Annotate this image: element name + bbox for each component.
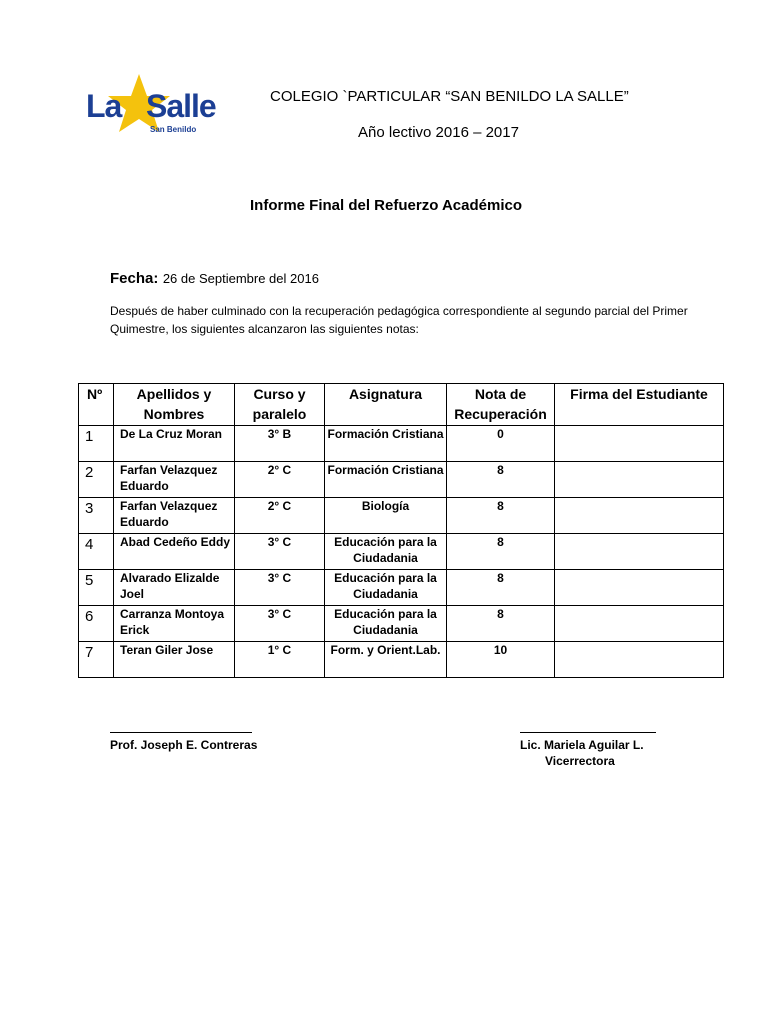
header-subject: Asignatura bbox=[325, 384, 447, 426]
cell-grade: 8 bbox=[447, 534, 555, 570]
report-title: Informe Final del Refuerzo Académico bbox=[250, 197, 522, 214]
cell-grade: 10 bbox=[447, 642, 555, 678]
cell-course: 2° C bbox=[235, 462, 325, 498]
cell-signature bbox=[555, 570, 724, 606]
school-name: COLEGIO `PARTICULAR “SAN BENILDO LA SALLE” bbox=[270, 88, 629, 105]
cell-signature bbox=[555, 462, 724, 498]
cell-student-name: Farfan Velazquez Eduardo bbox=[114, 498, 235, 534]
header-course: Curso y paralelo bbox=[235, 384, 325, 426]
table-row bbox=[79, 606, 724, 642]
date-label: Fecha: bbox=[110, 270, 159, 287]
table-row bbox=[79, 570, 724, 606]
cell-course: 2° C bbox=[235, 498, 325, 534]
cell-student-name: Alvarado Elizalde Joel bbox=[114, 570, 235, 606]
header-names: Apellidos y Nombres bbox=[114, 384, 235, 426]
vice-principal-role: Vicerrectora bbox=[545, 754, 615, 768]
report-date bbox=[110, 270, 319, 288]
cell-grade: 0 bbox=[447, 426, 555, 462]
signature-line bbox=[520, 732, 656, 733]
teacher-name: Prof. Joseph E. Contreras bbox=[110, 738, 258, 752]
cell-number: 3 bbox=[79, 498, 114, 534]
cell-subject: Form. y Orient.Lab. bbox=[325, 642, 447, 678]
table-row bbox=[79, 642, 724, 678]
cell-student-name: De La Cruz Moran bbox=[114, 426, 235, 462]
cell-subject: Formación Cristiana bbox=[325, 462, 447, 498]
logo-word-salle: Salle bbox=[146, 88, 216, 124]
cell-number: 2 bbox=[79, 462, 114, 498]
cell-student-name: Abad Cedeño Eddy bbox=[114, 534, 235, 570]
table-row bbox=[79, 498, 724, 534]
grades-table bbox=[78, 383, 724, 678]
cell-subject: Educación para la Ciudadania bbox=[325, 534, 447, 570]
cell-student-name: Farfan Velazquez Eduardo bbox=[114, 462, 235, 498]
cell-student-name: Teran Giler Jose bbox=[114, 642, 235, 678]
cell-signature bbox=[555, 498, 724, 534]
cell-subject: Biología bbox=[325, 498, 447, 534]
cell-number: 7 bbox=[79, 642, 114, 678]
table-row bbox=[79, 426, 724, 462]
cell-course: 1° C bbox=[235, 642, 325, 678]
logo-subtitle: San Benildo bbox=[150, 125, 197, 134]
table-header-row bbox=[79, 384, 724, 426]
cell-signature bbox=[555, 534, 724, 570]
cell-student-name: Carranza Montoya Erick bbox=[114, 606, 235, 642]
cell-grade: 8 bbox=[447, 570, 555, 606]
cell-grade: 8 bbox=[447, 606, 555, 642]
signature-vice-principal bbox=[520, 732, 656, 769]
cell-signature bbox=[555, 426, 724, 462]
cell-number: 4 bbox=[79, 534, 114, 570]
date-value: 26 de Septiembre del 2016 bbox=[162, 271, 319, 286]
table-row bbox=[79, 534, 724, 570]
cell-grade: 8 bbox=[447, 462, 555, 498]
cell-course: 3° C bbox=[235, 570, 325, 606]
signature-line bbox=[110, 732, 252, 733]
vice-principal-name: Lic. Mariela Aguilar L. bbox=[520, 738, 644, 752]
logo-word-la: La bbox=[86, 88, 122, 124]
cell-signature bbox=[555, 642, 724, 678]
header-grade: Nota de Recuperación bbox=[447, 384, 555, 426]
school-year: Año lectivo 2016 – 2017 bbox=[358, 124, 519, 141]
cell-number: 1 bbox=[79, 426, 114, 462]
cell-subject: Educación para la Ciudadania bbox=[325, 606, 447, 642]
cell-signature bbox=[555, 606, 724, 642]
signature-teacher bbox=[110, 732, 257, 753]
table-row bbox=[79, 462, 724, 498]
cell-number: 6 bbox=[79, 606, 114, 642]
cell-subject: Formación Cristiana bbox=[325, 426, 447, 462]
cell-number: 5 bbox=[79, 570, 114, 606]
cell-course: 3° C bbox=[235, 534, 325, 570]
header-signature: Firma del Estudiante bbox=[555, 384, 724, 426]
cell-grade: 8 bbox=[447, 498, 555, 534]
cell-subject: Educación para la Ciudadania bbox=[325, 570, 447, 606]
school-logo bbox=[84, 70, 214, 140]
cell-course: 3° C bbox=[235, 606, 325, 642]
intro-paragraph: Después de haber culminado con la recuperación pedagógica correspondiente al segundo parcial del Primer Quimestre, los siguientes alcanzaron las siguientes notas: bbox=[110, 304, 688, 336]
cell-course: 3° B bbox=[235, 426, 325, 462]
header-number: Nº bbox=[79, 384, 114, 426]
